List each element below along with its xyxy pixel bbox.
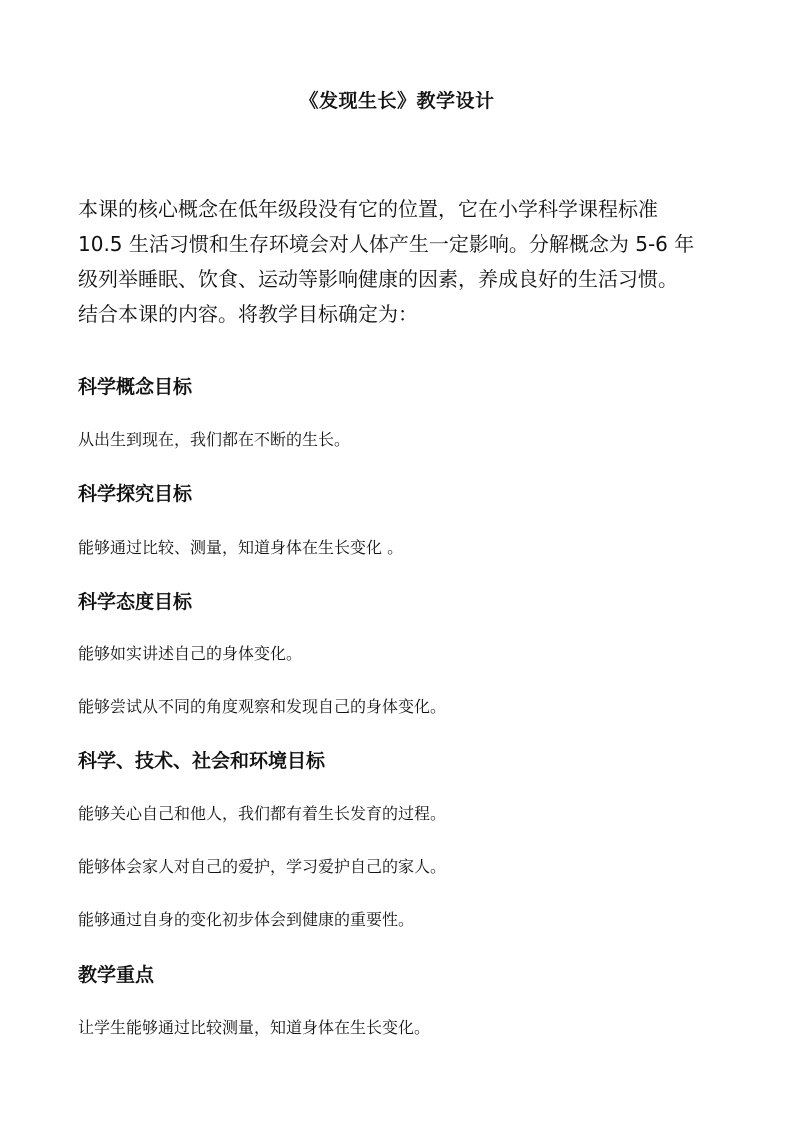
intro-line: 结合本课的内容。将教学目标确定为： — [78, 302, 418, 326]
section-heading-attitude: 科学态度目标 — [78, 591, 193, 613]
section-heading-key-point: 教学重点 — [78, 964, 155, 986]
intro-paragraph — [78, 192, 728, 332]
section-paragraph: 能够关心自己和他人，我们都有着生长发育的过程。 — [78, 804, 447, 823]
section-paragraph: 能够体会家人对自己的爱护，学习爱护自己的家人。 — [78, 857, 447, 876]
section-paragraph: 能够通过自身的变化初步体会到健康的重要性。 — [78, 910, 415, 929]
intro-line: 10.5 生活习惯和生存环境会对人体产生一定影响。分解概念为 5-6 年 — [78, 232, 695, 256]
section-paragraph: 从出生到现在，我们都在不断的生长。 — [78, 430, 351, 449]
section-paragraph: 让学生能够通过比较测量，知道身体在生长变化。 — [78, 1018, 431, 1037]
section-heading-concept: 科学概念目标 — [78, 376, 193, 398]
section-heading-inquiry: 科学探究目标 — [78, 483, 193, 505]
intro-line: 本课的核心概念在低年级段没有它的位置，它在小学科学课程标准 — [78, 197, 658, 221]
section-heading-stse: 科学、技术、社会和环境目标 — [78, 750, 326, 772]
intro-line: 级列举睡眠、饮食、运动等影响健康的因素，养成良好的生活习惯。 — [78, 267, 678, 291]
section-paragraph: 能够如实讲述自己的身体变化。 — [78, 644, 303, 663]
document-title: 《发现生长》教学设计 — [299, 90, 495, 112]
section-paragraph: 能够尝试从不同的角度观察和发现自己的身体变化。 — [78, 697, 447, 716]
section-paragraph: 能够通过比较、测量，知道身体在生长变化 。 — [78, 538, 404, 557]
